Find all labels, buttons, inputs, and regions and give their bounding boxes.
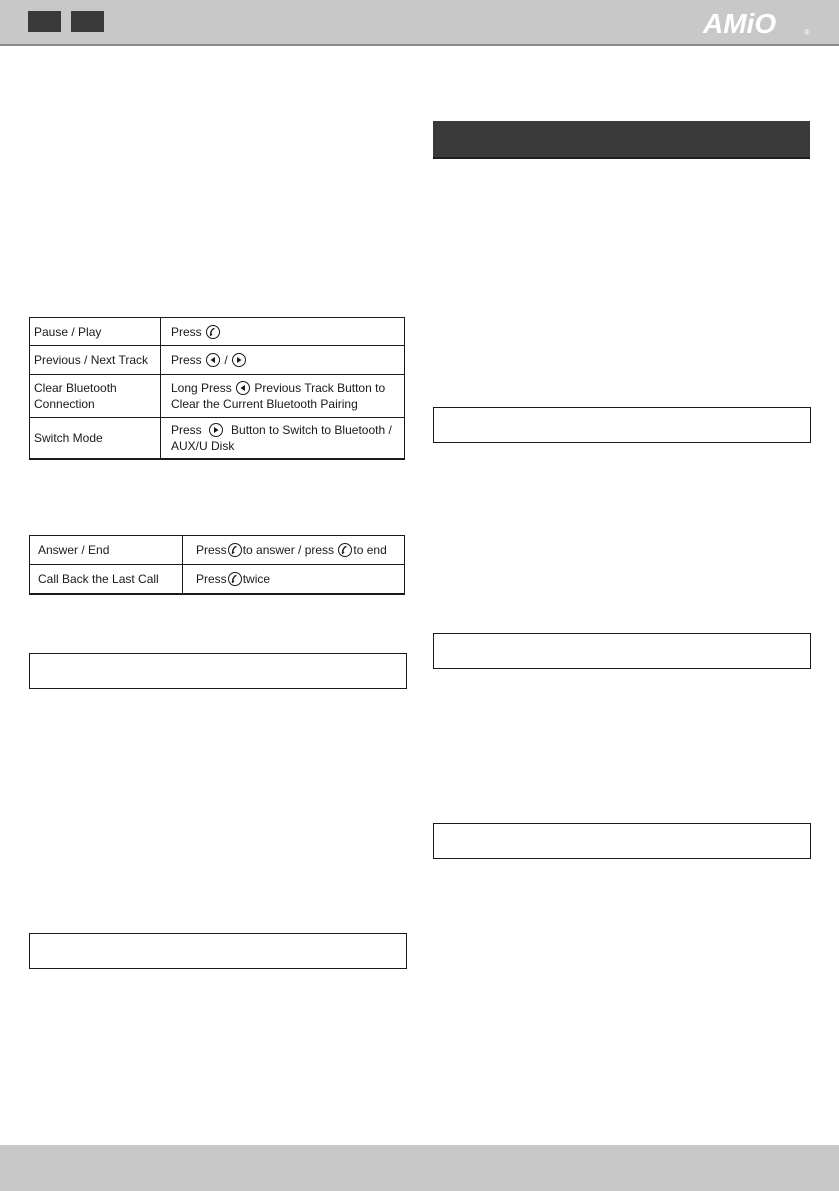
section-heading-box bbox=[433, 823, 811, 859]
phone-icon bbox=[338, 543, 352, 557]
header-divider bbox=[0, 44, 839, 46]
instruction-cell: Press bbox=[161, 318, 405, 346]
action-cell: Answer / End bbox=[30, 536, 183, 565]
next-track-icon bbox=[232, 353, 246, 367]
next-track-icon bbox=[209, 423, 223, 437]
table-row bbox=[30, 375, 405, 418]
instruction-cell: Press / bbox=[161, 346, 405, 375]
phone-icon bbox=[228, 572, 242, 586]
action-cell: Previous / Next Track bbox=[30, 346, 161, 375]
table-row bbox=[30, 536, 405, 565]
action-cell: Pause / Play bbox=[30, 318, 161, 346]
call-controls-table bbox=[29, 535, 405, 595]
svg-text:®: ® bbox=[804, 28, 810, 37]
table-row bbox=[30, 318, 405, 346]
section-heading-box bbox=[29, 933, 407, 969]
section-title-bar bbox=[433, 121, 810, 159]
section-heading-box bbox=[29, 653, 407, 689]
instruction-cell: Press Button to Switch to Bluetooth / AUX/U Disk bbox=[161, 418, 405, 459]
playback-controls-table bbox=[29, 317, 405, 460]
previous-track-icon bbox=[236, 381, 250, 395]
action-cell: Switch Mode bbox=[30, 418, 161, 459]
language-tab-2 bbox=[71, 11, 104, 32]
svg-text:AMiO: AMiO bbox=[703, 8, 777, 38]
instruction-cell: Press twice bbox=[183, 565, 405, 594]
language-tab-1 bbox=[28, 11, 61, 32]
amio-logo bbox=[701, 8, 813, 38]
action-cell: Clear Bluetooth Connection bbox=[30, 375, 161, 418]
section-heading-box bbox=[433, 407, 811, 443]
previous-track-icon bbox=[206, 353, 220, 367]
instruction-cell: Press to answer / press to end bbox=[183, 536, 405, 565]
table-row bbox=[30, 565, 405, 594]
section-heading-box bbox=[433, 633, 811, 669]
table-row bbox=[30, 418, 405, 459]
page-footer bbox=[0, 1145, 839, 1191]
phone-icon bbox=[228, 543, 242, 557]
instruction-cell: Long Press Previous Track Button to Clear the Current Bluetooth Pairing bbox=[161, 375, 405, 418]
phone-icon bbox=[206, 325, 220, 339]
page-header bbox=[0, 0, 839, 44]
action-cell: Call Back the Last Call bbox=[30, 565, 183, 594]
table-row bbox=[30, 346, 405, 375]
